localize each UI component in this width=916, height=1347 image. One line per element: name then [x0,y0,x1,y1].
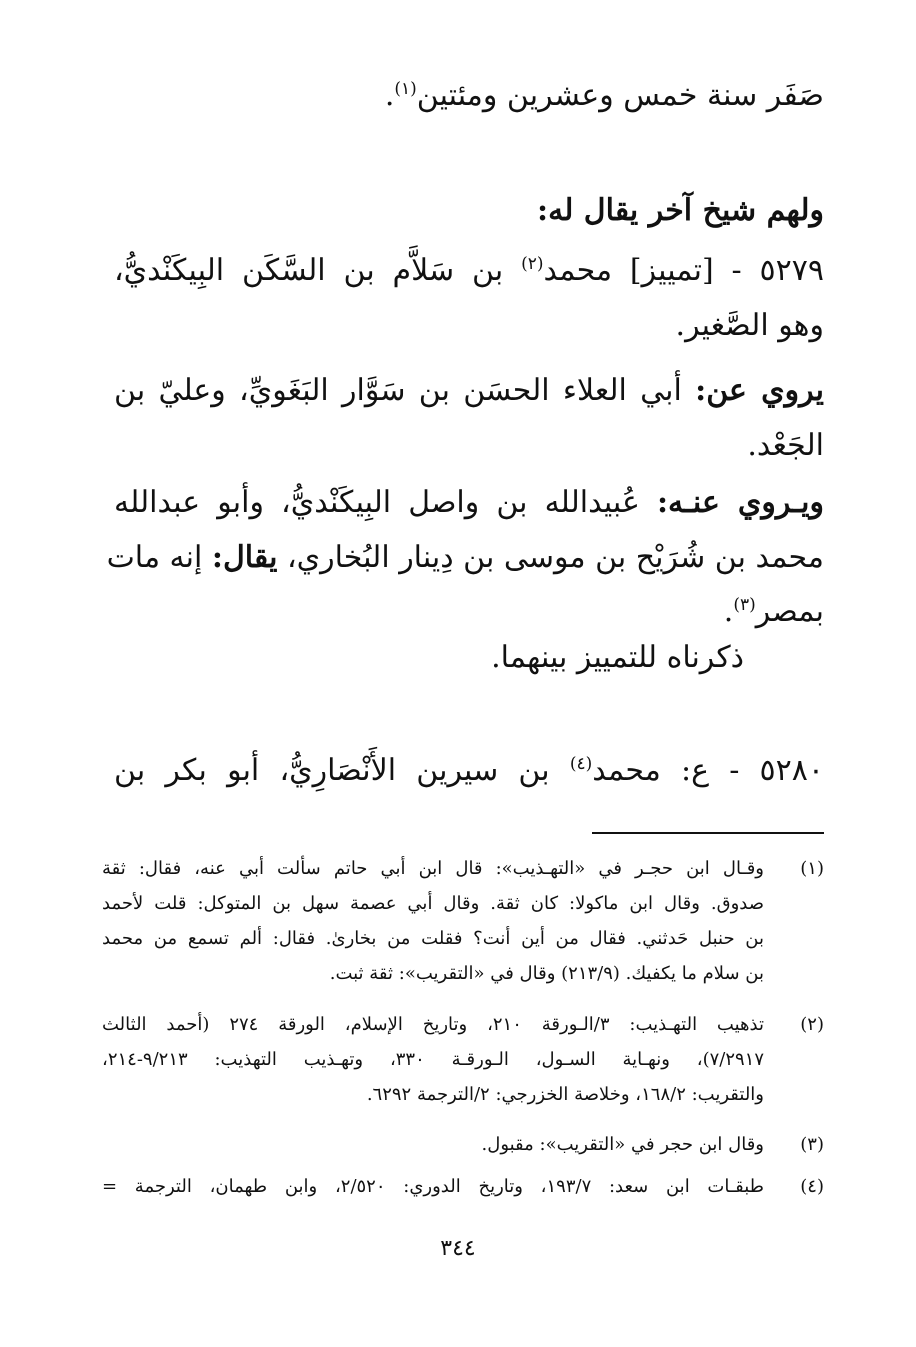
narrates-from-label: يروي عن: [695,373,824,408]
footnote-number-4: (٤) [800,1176,824,1197]
footnote-divider [592,832,824,834]
narrated-by-label: ويـروي عنـه: [656,485,824,520]
footnote-ref-2: (٢) [521,254,544,274]
it-is-said-label: يقال: [211,540,278,575]
text-line-1: صَفَر سنة خمس وعشرين ومئتين$^{(١)}$. [384,78,824,113]
narrated-by-line-2: محمد بن شُرَيْح بن موسى بن دِينار البُخاري، يقال: إنه مات [106,540,824,575]
footnote-1-line: بن سلام ما يكفيك. (٢١٣/٩) وقال في «التقريب»: ثقة ثبت. [329,963,764,984]
footnote-ref-1: (١) [394,79,417,99]
page-number: ٣٤٤ [440,1236,476,1261]
footnote-number-3: (٣) [800,1134,824,1155]
footnote-ref-4: (٤) [569,754,593,774]
distinction-note: ذكرناه للتمييز بينهما. [491,640,744,675]
footnote-1-line: بن حنبل حَدثني. فقال من أين أنت؟ فقلت من بخارىٰ. فقال: ألم تسمع من محمد [102,928,764,949]
narrated-by-line-3: بمصر$^{(٣)}$. [723,594,824,629]
entry-5279-line-2: وهو الصَّغير. [675,308,824,343]
narrates-from-line-1: يروي عن: أبي العلاء الحسَن بن سَوَّار البَغَويِّ، وعليّ بن [114,373,824,408]
footnote-ref-3: (٣) [733,595,756,615]
footnote-2-line: تذهيب التهـذيب: ٣/الـورقة ٢١٠، وتاريخ الإسلام، الورقة ٢٧٤ (أحمد الثالث [102,1014,764,1035]
footnote-4-line: طبقـات ابن سعد: ١٩٣/٧، وتاريخ الدوري: ٢/٥٢٠، وابن طهمان، الترجمة = [102,1176,764,1197]
footnote-2-line: ٧/٢٩١٧)، ونهـاية السـول، الـورقـة ٣٣٠، وتهـذيب التهذيب: ٩/٢١٣-٢١٤، [102,1049,764,1070]
narrated-by-line-1: ويـروي عنـه: عُبيدالله بن واصل البِيكَنْديُّ، وأبو عبدالله [114,485,824,520]
narrates-from-line-2: الجَعْد. [747,428,824,463]
section-heading: ولهم شيخ آخر يقال له: [537,193,824,228]
footnote-1-line: وقـال ابن حجـر في «التهـذيب»: قال ابن أبي حاتم سألت أبي عنه، فقال: ثقة [102,858,764,879]
entry-5279-line-1: ٥٢٧٩ - [تمييز] محمد$^{(٢)}$ بن سَلاَّم بن السَّكَن البِيكَنْديُّ، [114,253,824,288]
footnote-2-line: والتقريب: ١٦٨/٢، وخلاصة الخزرجي: ٢/الترجمة ٦٢٩٢. [366,1084,764,1105]
footnote-number-1: (١) [800,858,824,879]
entry-5280-line-1: ٥٢٨٠ - ع: محمد$^{(٤)}$ بن سيرين الأَنْصَارِيُّ، أبو بكر بن [114,753,824,788]
footnote-3-line: وقال ابن حجر في «التقريب»: مقبول. [481,1134,764,1155]
footnote-1-line: صدوق. وقال ابن ماكولا: كان ثقة. وقال أبي عصمة سهل بن المتوكل: قلت لأحمد [102,893,764,914]
footnote-number-2: (٢) [800,1014,824,1035]
